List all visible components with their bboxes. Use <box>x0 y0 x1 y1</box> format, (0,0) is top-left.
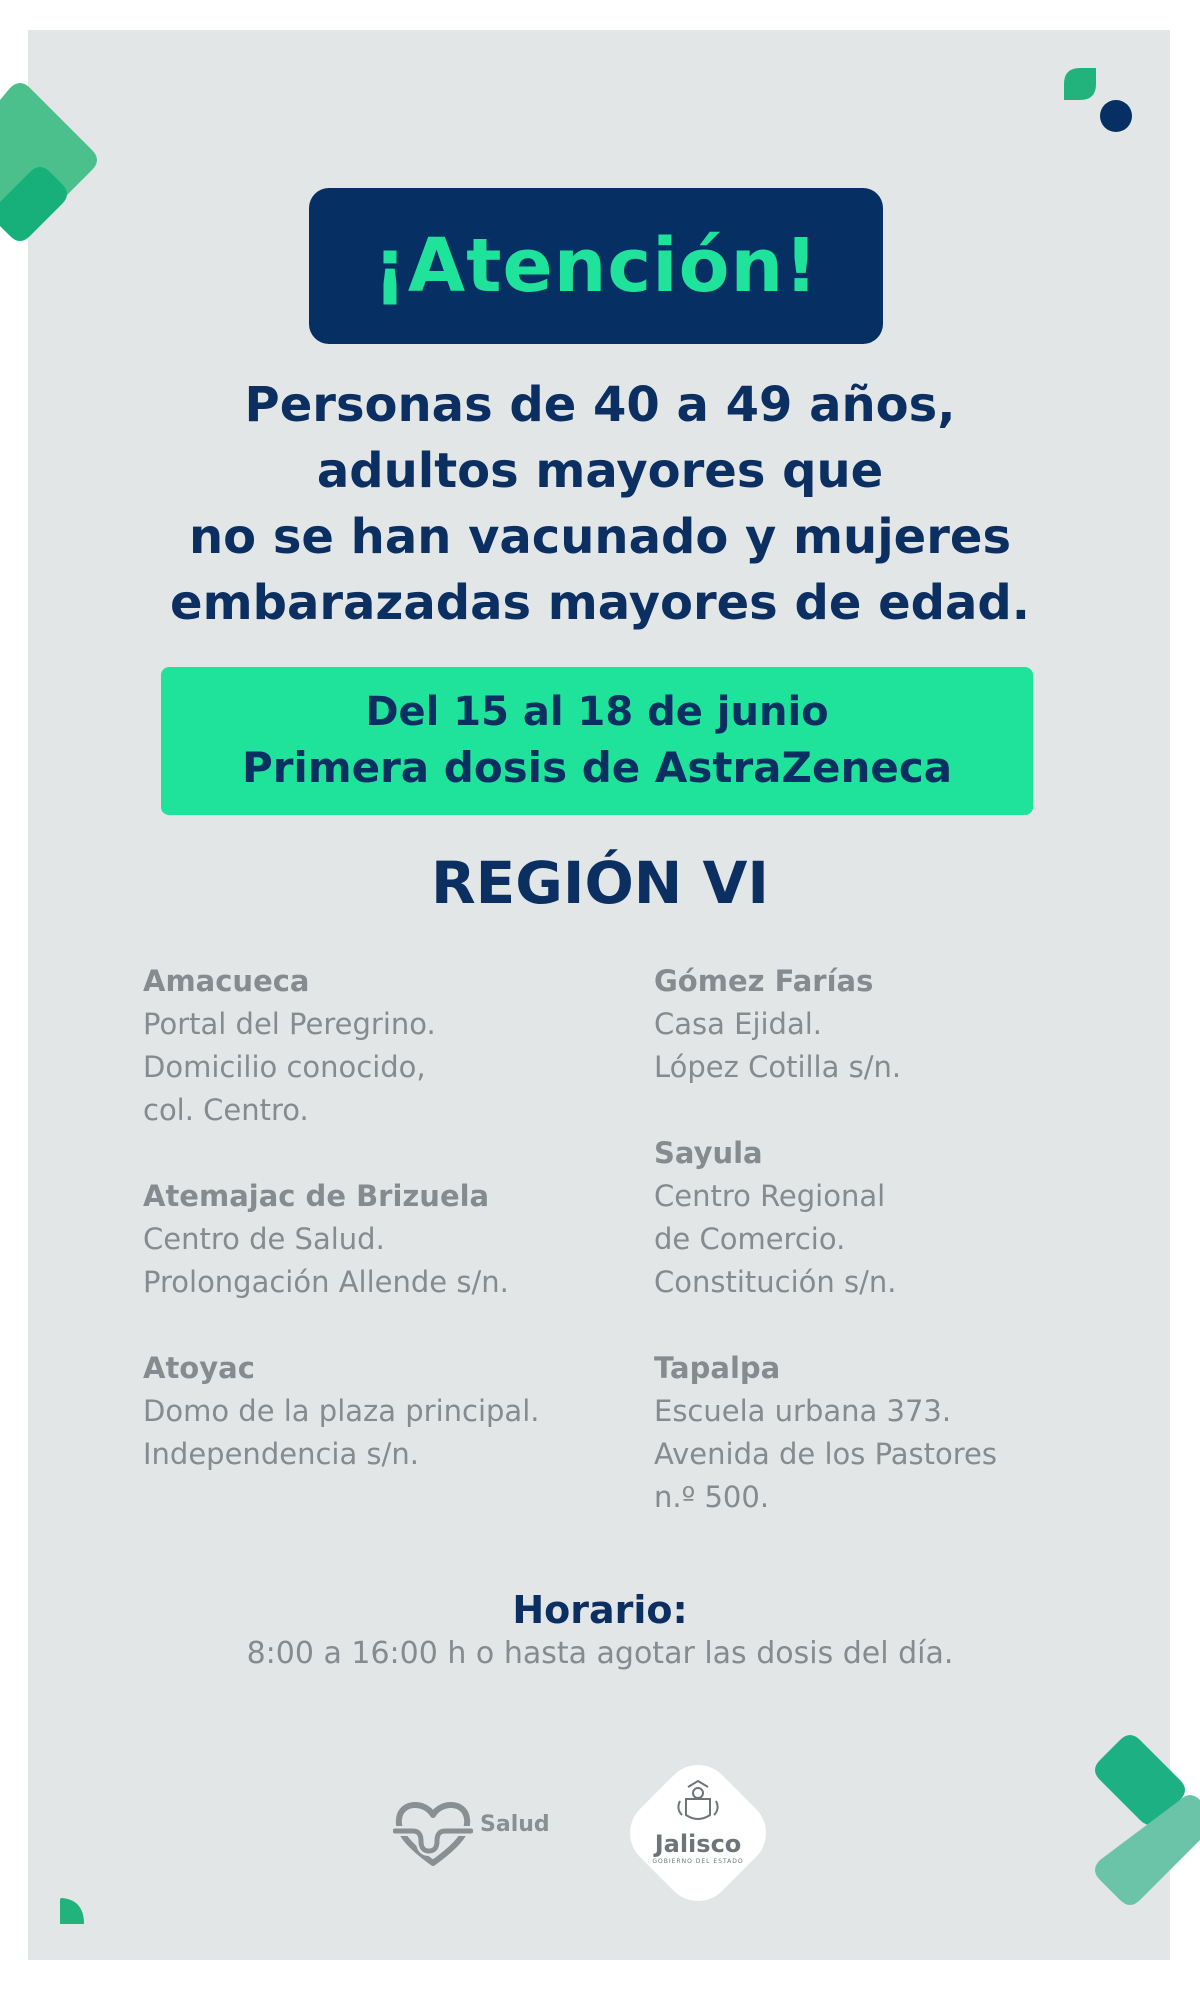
decorative-chevron-top-left <box>0 80 110 250</box>
decorative-dots-top-right <box>1060 66 1140 136</box>
salud-logo-icon <box>393 1797 473 1869</box>
location-line: n.º 500. <box>654 1480 770 1514</box>
headline <box>60 372 1140 636</box>
region-title: REGIÓN VI <box>431 849 769 917</box>
hours-title: Horario: <box>512 1588 688 1632</box>
location-line: de Comercio. <box>654 1222 846 1256</box>
headline-line: Personas de 40 a 49 años, <box>244 377 956 433</box>
locations-left-column <box>143 960 613 1519</box>
location-line: Avenida de los Pastores <box>654 1437 997 1471</box>
location-line: Constitución s/n. <box>654 1265 897 1299</box>
location-line: Casa Ejidal. <box>654 1007 823 1041</box>
decorative-chevron-bottom-right <box>1080 1730 1200 1920</box>
location-line: Escuela urbana 373. <box>654 1394 952 1428</box>
dose-info: Primera dosis de AstraZeneca <box>241 743 953 792</box>
location-line: Portal del Peregrino. <box>143 1007 436 1041</box>
location-name: Sayula <box>654 1136 763 1170</box>
location-line: Centro de Salud. <box>143 1222 385 1256</box>
jalisco-wordmark: Jalisco <box>654 1830 742 1858</box>
location-name: Tapalpa <box>654 1351 781 1385</box>
headline-line: no se han vacunado y mujeres <box>188 509 1012 565</box>
date-range: Del 15 al 18 de junio <box>365 689 829 735</box>
location-name: Atoyac <box>143 1351 255 1385</box>
location-name: Atemajac de Brizuela <box>143 1179 490 1213</box>
salud-label: Salud <box>480 1812 550 1837</box>
location-line: López Cotilla s/n. <box>654 1050 902 1084</box>
location-line: Prolongación Allende s/n. <box>143 1265 509 1299</box>
location-line: col. Centro. <box>143 1093 309 1127</box>
date-banner <box>161 667 1033 815</box>
location-line: Domicilio conocido, <box>143 1050 426 1084</box>
headline-line: embarazadas mayores de edad. <box>170 575 1030 631</box>
jalisco-subtitle: GOBIERNO DEL ESTADO <box>652 1858 744 1865</box>
location-name: Gómez Farías <box>654 964 874 998</box>
headline-line: adultos mayores que <box>316 443 884 499</box>
location-entry <box>654 960 1124 1089</box>
location-name: Amacueca <box>143 964 310 998</box>
location-entry <box>654 1347 1124 1519</box>
location-line: Independencia s/n. <box>143 1437 419 1471</box>
location-entry <box>654 1132 1124 1304</box>
location-line: Centro Regional <box>654 1179 886 1213</box>
location-line: Domo de la plaza principal. <box>143 1394 540 1428</box>
location-entry <box>143 1175 613 1304</box>
decorative-dot-bottom-left <box>58 1896 88 1926</box>
attention-banner <box>309 188 883 344</box>
hours-text: 8:00 a 16:00 h o hasta agotar las dosis del día. <box>246 1636 954 1671</box>
location-entry <box>143 1347 613 1476</box>
location-entry <box>143 960 613 1132</box>
attention-title: ¡Atención! <box>373 223 819 309</box>
locations-right-column <box>654 960 1124 1562</box>
